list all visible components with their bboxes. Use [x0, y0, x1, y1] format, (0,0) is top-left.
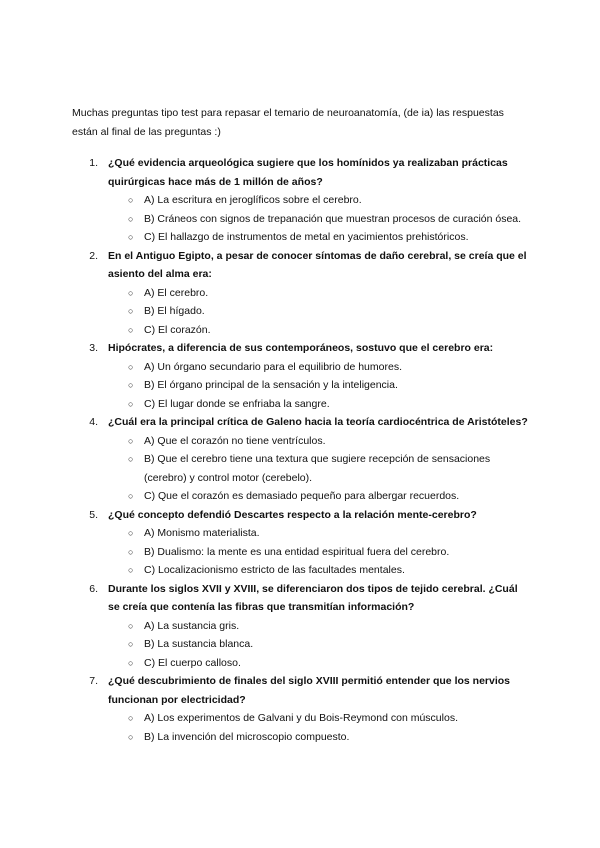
question-3	[72, 339, 532, 413]
question-text: ¿Qué concepto defendió Descartes respecto a la relación mente-cerebro?	[108, 508, 477, 521]
option-list	[108, 709, 532, 746]
circle-bullet-icon: ○	[128, 657, 134, 668]
question-list	[72, 154, 532, 746]
answer-option-text: C) El corazón.	[144, 323, 211, 336]
circle-bullet-icon: ○	[128, 195, 134, 205]
circle-bullet-icon: ○	[128, 287, 134, 298]
answer-option-text: A) La escritura en jeroglíficos sobre el cerebro.	[144, 194, 362, 206]
circle-bullet-icon: ○	[128, 232, 134, 242]
circle-bullet-icon: ○	[128, 435, 134, 446]
answer-option-text: A) Los experimentos de Galvani y du Bois-Reymond con músculos.	[144, 712, 458, 724]
answer-option	[108, 654, 532, 673]
question-2	[72, 247, 532, 340]
question-5	[72, 506, 532, 580]
option-list	[108, 617, 532, 673]
answer-option	[108, 358, 532, 377]
answer-option-text: A) Que el corazón no tiene ventrículos.	[144, 434, 326, 447]
circle-bullet-icon: ○	[128, 361, 134, 372]
answer-option-text: B) La sustancia blanca.	[144, 638, 254, 650]
option-list	[108, 358, 532, 414]
question-4	[72, 413, 532, 506]
circle-bullet-icon: ○	[128, 639, 134, 649]
circle-bullet-icon: ○	[128, 620, 134, 631]
answer-option	[108, 191, 532, 210]
circle-bullet-icon: ○	[128, 731, 134, 742]
question-text: Durante los siglos XVII y XVIII, se diferenciaron dos tipos de tejido cerebral. ¿Cuál se creía que contenía las fibras que transmitían información?	[108, 582, 518, 613]
question-number: 1.	[89, 157, 98, 169]
option-list	[108, 524, 532, 580]
option-list	[108, 284, 532, 340]
question-number: 3.	[89, 342, 98, 354]
circle-bullet-icon: ○	[128, 565, 134, 575]
circle-bullet-icon: ○	[128, 306, 134, 316]
answer-option-text: C) El cuerpo calloso.	[144, 656, 241, 669]
answer-option	[108, 561, 532, 580]
answer-option-text: C) Que el corazón es demasiado pequeño para albergar recuerdos.	[144, 490, 460, 502]
circle-bullet-icon: ○	[128, 491, 134, 501]
answer-option	[108, 617, 532, 636]
question-text: Hipócrates, a diferencia de sus contemporáneos, sostuvo que el cerebro era:	[108, 342, 494, 354]
circle-bullet-icon: ○	[128, 454, 134, 464]
answer-option-text: A) Monismo materialista.	[144, 527, 260, 539]
answer-option	[108, 728, 532, 747]
circle-bullet-icon: ○	[128, 713, 134, 723]
option-list	[108, 432, 532, 506]
question-text: ¿Cuál era la principal crítica de Galeno hacia la teoría cardiocéntrica de Aristóteles?	[108, 416, 528, 428]
answer-option	[108, 635, 532, 654]
circle-bullet-icon: ○	[128, 213, 134, 224]
circle-bullet-icon: ○	[128, 398, 134, 409]
answer-option	[108, 450, 532, 487]
answer-option-text: C) Localizacionismo estricto de las facultades mentales.	[144, 564, 405, 576]
answer-option	[108, 487, 532, 506]
answer-option	[108, 524, 532, 543]
answer-option	[108, 709, 532, 728]
answer-option-text: A) Un órgano secundario para el equilibrio de humores.	[144, 360, 402, 373]
option-list	[108, 191, 532, 247]
question-number: 2.	[89, 249, 98, 262]
answer-option	[108, 210, 532, 229]
question-number: 6.	[89, 582, 98, 595]
intro-paragraph: Muchas preguntas tipo test para repasar el temario de neuroanatomía, (de ia) las respuestas están al final de las preguntas :)	[72, 107, 504, 138]
question-1	[72, 154, 532, 247]
circle-bullet-icon: ○	[128, 528, 134, 538]
circle-bullet-icon: ○	[128, 380, 134, 390]
answer-option	[108, 228, 532, 247]
question-6	[72, 580, 532, 673]
answer-option-text: A) La sustancia gris.	[144, 619, 240, 632]
question-7	[72, 672, 532, 746]
answer-option	[108, 321, 532, 340]
answer-option-text: A) El cerebro.	[144, 286, 209, 299]
answer-option	[108, 376, 532, 395]
question-number: 7.	[89, 675, 98, 687]
answer-option-text: B) La invención del microscopio compuesto.	[144, 730, 350, 743]
answer-option-text: B) El hígado.	[144, 305, 205, 317]
question-number: 4.	[89, 416, 98, 428]
question-number: 5.	[89, 508, 98, 521]
circle-bullet-icon: ○	[128, 546, 134, 557]
answer-option-text: C) El lugar donde se enfriaba la sangre.	[144, 397, 330, 410]
answer-option-text: B) Dualismo: la mente es una entidad espiritual fuera del cerebro.	[144, 545, 450, 558]
answer-option	[108, 284, 532, 303]
answer-option	[108, 302, 532, 321]
question-text: ¿Qué descubrimiento de finales del siglo XVIII permitió entender que los nervios funcionan por electricidad?	[108, 675, 511, 706]
circle-bullet-icon: ○	[128, 324, 134, 335]
answer-option-text: B) Que el cerebro tiene una textura que sugiere recepción de sensaciones (cerebro) y control motor (cerebelo).	[144, 453, 491, 484]
question-text: ¿Qué evidencia arqueológica sugiere que los homínidos ya realizaban prácticas quirúrgicas hace más de 1 millón de años?	[108, 157, 508, 188]
question-text: En el Antiguo Egipto, a pesar de conocer síntomas de daño cerebral, se creía que el asiento del alma era:	[108, 249, 527, 280]
answer-option-text: C) El hallazgo de instrumentos de metal en yacimientos prehistóricos.	[144, 231, 469, 243]
answer-option	[108, 432, 532, 451]
answer-option	[108, 395, 532, 414]
answer-option-text: B) Cráneos con signos de trepanación que muestran procesos de curación ósea.	[144, 212, 522, 225]
answer-option	[108, 543, 532, 562]
answer-option-text: B) El órgano principal de la sensación y la inteligencia.	[144, 379, 398, 391]
